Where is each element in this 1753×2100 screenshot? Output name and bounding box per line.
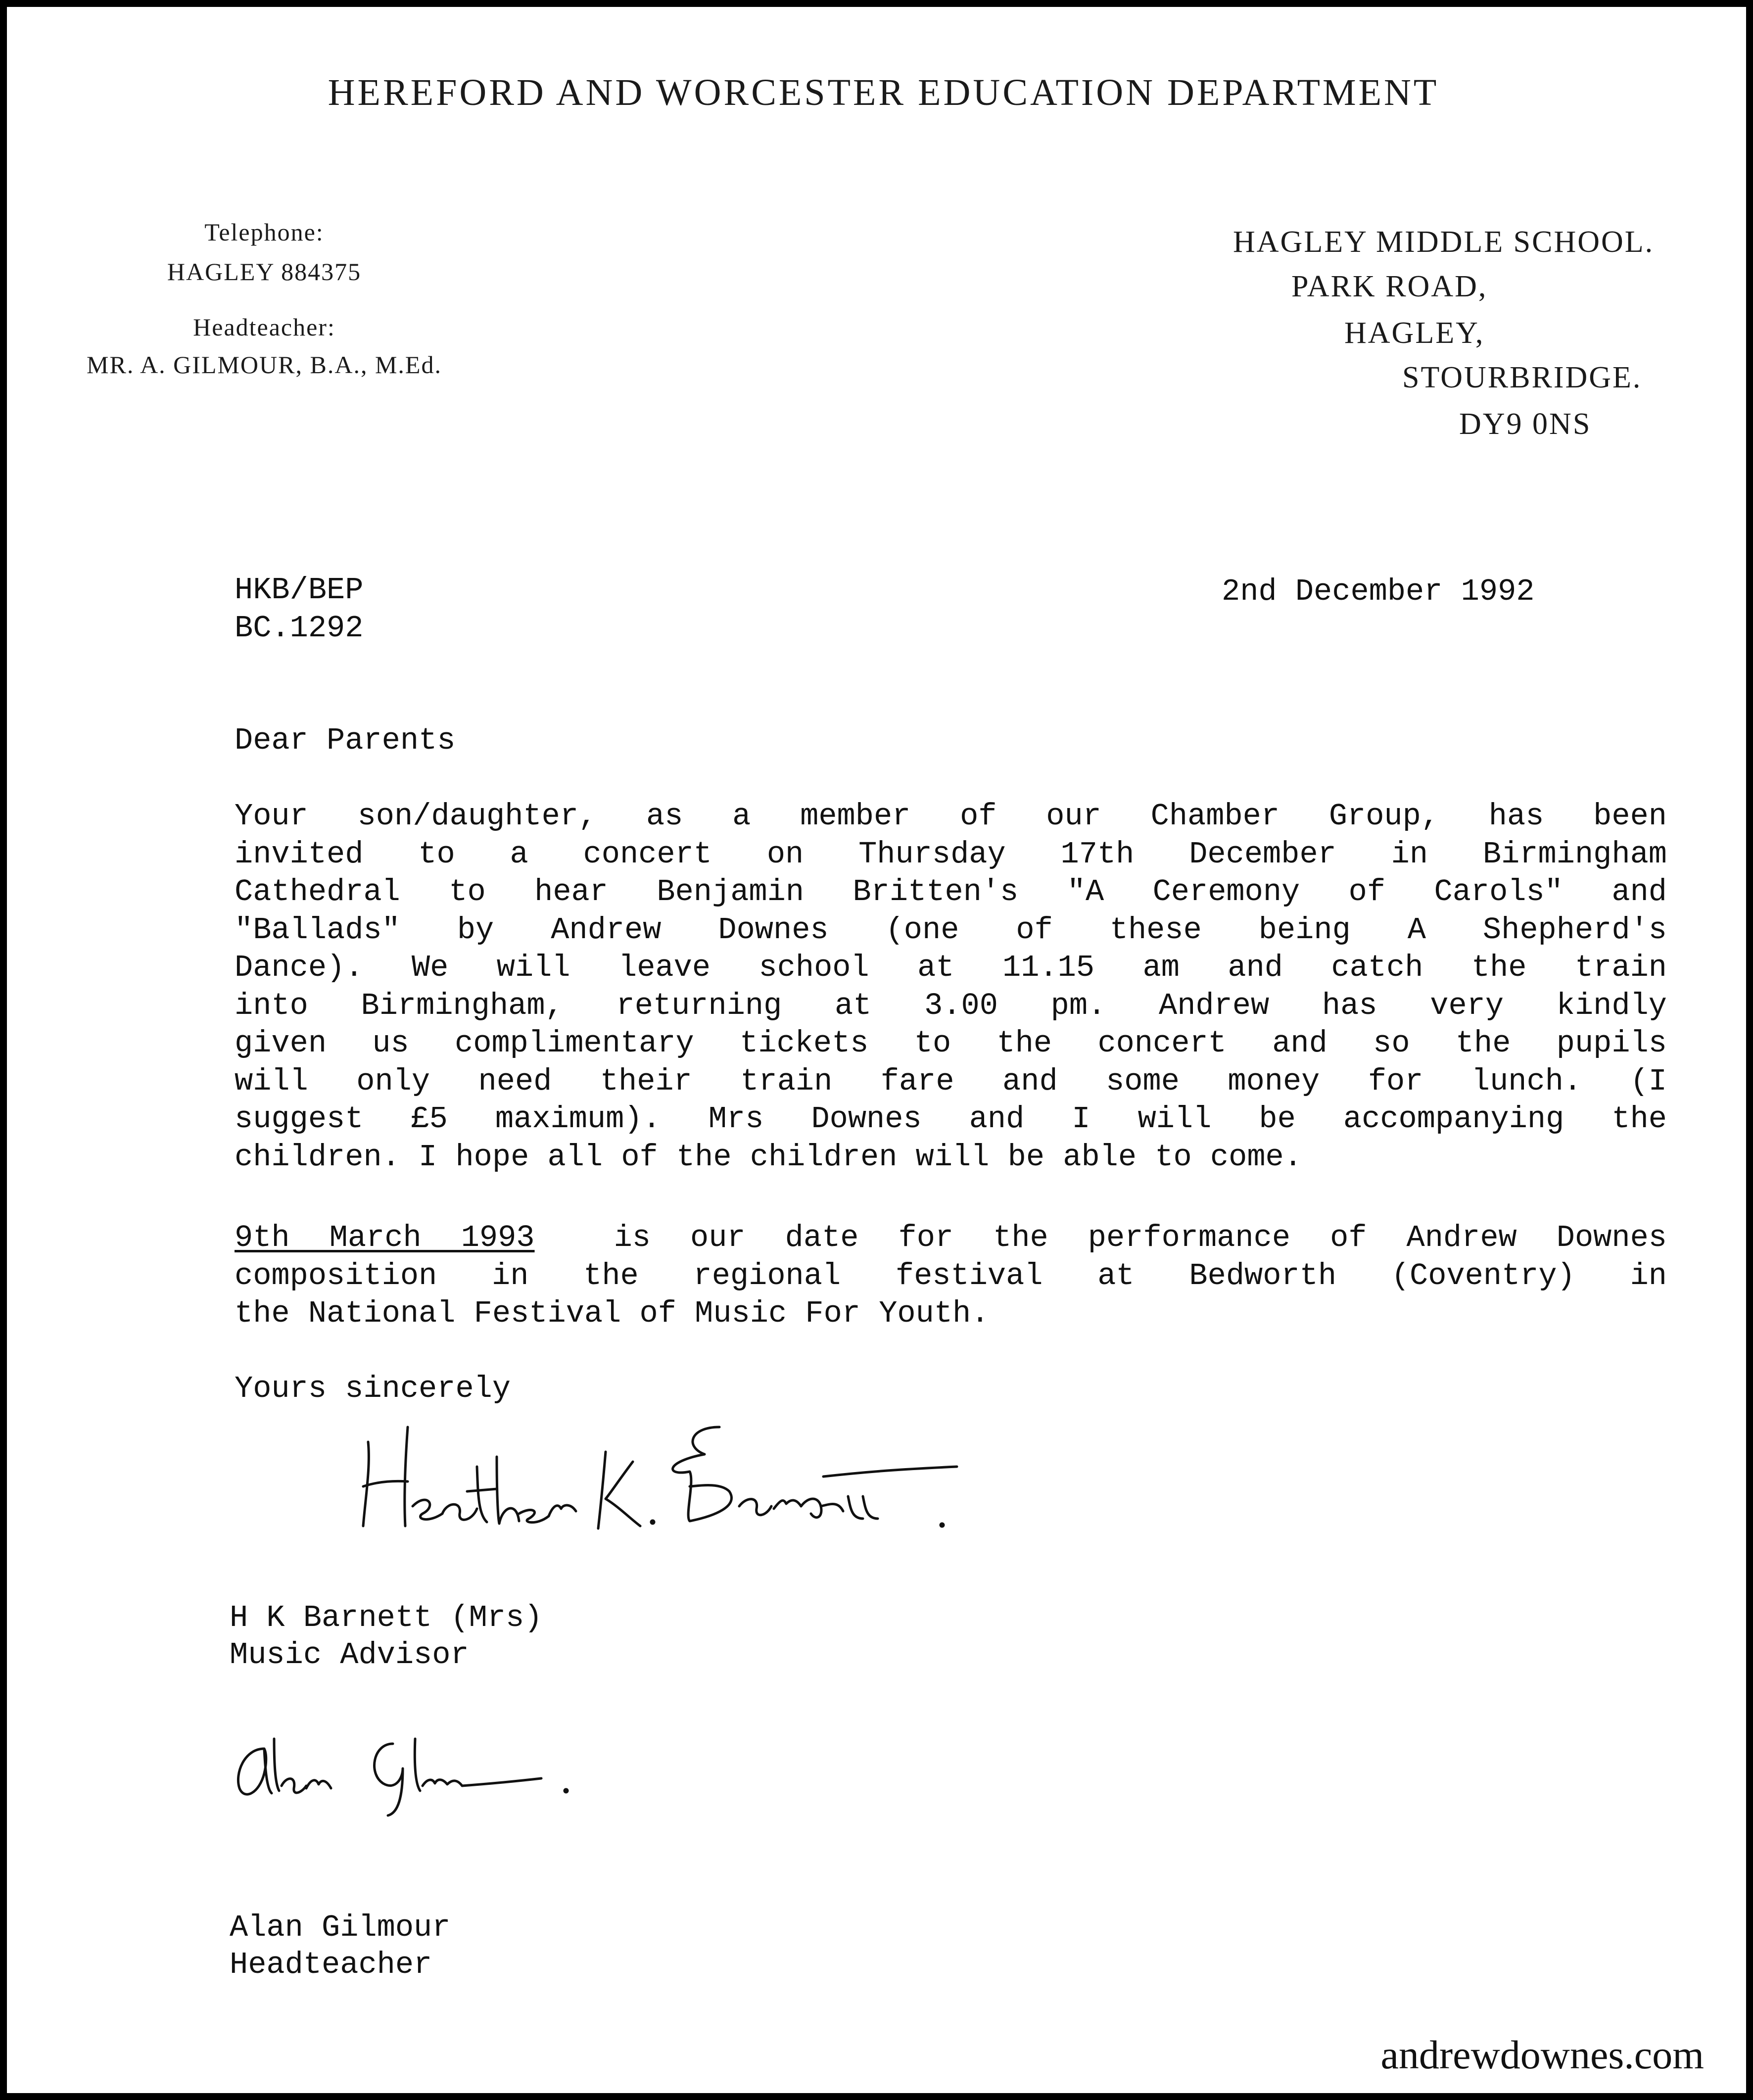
signer-title: Music Advisor <box>230 1637 469 1672</box>
paragraph-line: invited to a concert on Thursday 17th December in Birmingham <box>235 836 1667 872</box>
body-paragraph-2 <box>235 1219 1667 1333</box>
headteacher-label: Headteacher: <box>193 313 335 341</box>
signer-barnett <box>230 1599 543 1673</box>
body-paragraph-1 <box>235 798 1667 1176</box>
paragraph-line: suggest £5 maximum). Mrs Downes and I will be accompanying the <box>235 1101 1667 1137</box>
letter-date: 2nd December 1992 <box>1222 574 1535 609</box>
signer-name: Alan Gilmour <box>230 1910 451 1945</box>
paragraph-line: children. I hope all of the children will be able to come. <box>235 1139 1302 1175</box>
paragraph-line: the National Festival of Music For Youth. <box>235 1296 990 1331</box>
reference-line-1: HKB/BEP <box>235 573 364 608</box>
paragraph-line: Your son/daughter, as a member of our Chamber Group, has been <box>235 799 1667 834</box>
signer-title: Headteacher <box>230 1947 432 1982</box>
performance-date: 9th March 1993 <box>235 1220 535 1255</box>
signer-name: H K Barnett (Mrs) <box>230 1600 543 1635</box>
telephone-number: HAGLEY 884375 <box>167 258 362 286</box>
address-line-road: PARK ROAD, <box>1291 270 1488 303</box>
telephone-label: Telephone: <box>204 218 324 246</box>
address-line-postcode: DY9 0NS <box>1459 407 1592 441</box>
paragraph-line <box>235 1219 1667 1257</box>
reference-block <box>235 571 363 647</box>
address-line-school: HAGLEY MIDDLE SCHOOL. <box>1233 225 1655 259</box>
website-watermark: andrewdownes.com <box>1380 2032 1704 2077</box>
paragraph-line: composition in the regional festival at Bedworth (Coventry) in <box>235 1258 1667 1293</box>
closing: Yours sincerely <box>235 1371 511 1406</box>
signature-gilmour-image <box>225 1719 670 1818</box>
paragraph-line: Dance). We will leave school at 11.15 am and catch the train <box>235 950 1667 985</box>
paragraph-line: will only need their train fare and some money for lunch. (I <box>235 1063 1667 1099</box>
signer-gilmour <box>230 1909 450 1983</box>
paragraph-line-text: is our date for the performance of Andrew Downes <box>534 1220 1667 1255</box>
paragraph-line: into Birmingham, returning at 3.00 pm. Andrew has very kindly <box>235 988 1667 1023</box>
paragraph-line: Cathedral to hear Benjamin Britten's "A Ceremony of Carols" and <box>235 874 1667 909</box>
signature-barnett-image <box>348 1407 992 1546</box>
address-line-city: STOURBRIDGE. <box>1402 361 1642 394</box>
department-heading: HEREFORD AND WORCESTER EDUCATION DEPARTMENT <box>328 72 1439 113</box>
headteacher-name: MR. A. GILMOUR, B.A., M.Ed. <box>87 351 442 379</box>
salutation: Dear Parents <box>235 723 456 758</box>
address-line-town: HAGLEY, <box>1344 316 1485 350</box>
paragraph-line: "Ballads" by Andrew Downes (one of these being A Shepherd's <box>235 912 1667 948</box>
reference-line-2: BC.1292 <box>235 611 364 646</box>
paragraph-line: given us complimentary tickets to the concert and so the pupils <box>235 1026 1667 1061</box>
